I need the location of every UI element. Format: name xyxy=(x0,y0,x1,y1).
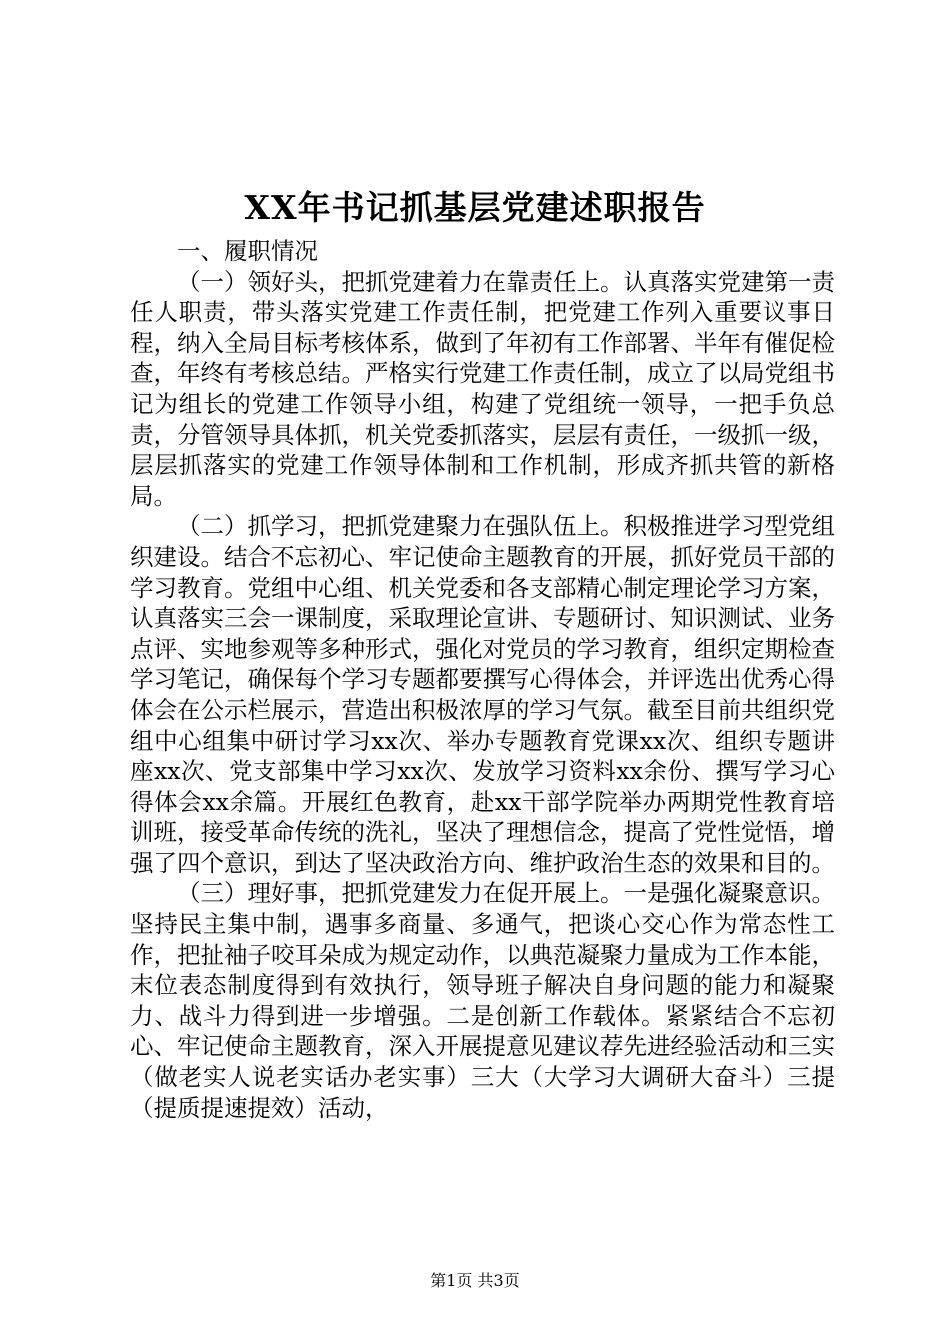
document-body xyxy=(130,236,835,1123)
page-footer: 第1页 共3页 xyxy=(430,1271,520,1290)
paragraph-2: （二）抓学习，把抓党建聚力在强队伍上。积极推进学习型党组织建设。结合不忘初心、牢记使命主题教育的开展，抓好党员干部的学习教育。党组中心组、机关党委和各支部精心制定理论学习方案，认真落实三会一课制度，采取理论宣讲、专题研讨、知识测试、业务点评、实地参观等多种形式，强化对党员的学习教育，组织定期检查学习笔记，确保每个学习专题都要撰写心得体会，并评选出优秀心得体会在公示栏展示，营造出积极浓厚的学习气氛。截至目前共组织党组中心组集中研讨学习xx次、举办专题教育党课xx次、组织专题讲座xx次、党支部集中学习xx次、发放学习资料xx余份、撰写学习心得体会xx余篇。开展红色教育，赴xx干部学院举办两期党性教育培训班，接受革命传统的洗礼，坚决了理想信念，提高了党性觉悟，增强了四个意识，到达了坚决政治方向、维护政治生态的效果和目的。 xyxy=(130,512,835,877)
paragraph-3: （三）理好事，把抓党建发力在促开展上。一是强化凝聚意识。坚持民主集中制，遇事多商量、多通气，把谈心交心作为常态性工作，把扯袖子咬耳朵成为规定动作，以典范凝聚力量成为工作本能，末位表态制度得到有效执行，领导班子解决自身问题的能力和凝聚力、战斗力得到进一步增强。二是创新工作载体。紧紧结合不忘初心、牢记使命主题教育，深入开展提意见建议荐先进经验活动和三实（做老实人说老实话办老实事）三大（大学习大调研大奋斗）三提（提质提速提效）活动， xyxy=(130,879,835,1122)
paragraph-1: （一）领好头，把抓党建着力在靠责任上。认真落实党建第一责任人职责，带头落实党建工作责任制，把党建工作列入重要议事日程，纳入全局目标考核体系，做到了年初有工作部署、半年有催促检查，年终有考核总结。严格实行党建工作责任制，成立了以局党组书记为组长的党建工作领导小组，构建了党组统一领导，一把手负总责，分管领导具体抓，机关党委抓落实，层层有责任，一级抓一级，层层抓落实的党建工作领导体制和工作机制，形成齐抓共管的新格局。 xyxy=(130,267,835,510)
document-title: XX年书记抓基层党建述职报告 xyxy=(244,188,706,227)
section-heading: 一、履职情况 xyxy=(177,237,318,265)
